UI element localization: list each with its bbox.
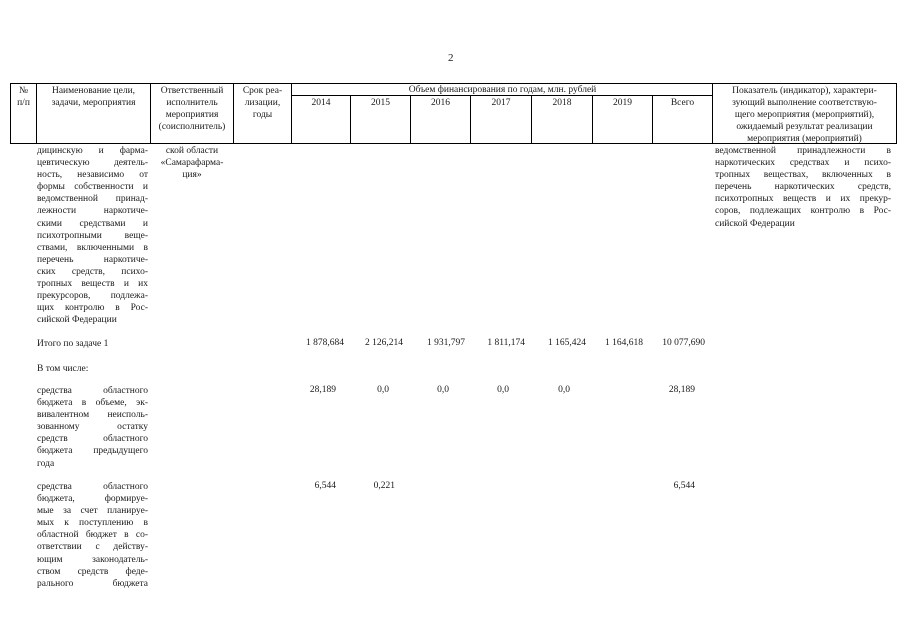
header-col-number: № п/п <box>17 86 30 109</box>
continued-indicator: ведомственной принадлежности в наркотических средствах и психо- тропных веществах, включенных в перечень наркотических средств, психотропных веществ и их прекур- соров, подлежащих контролю в Рос- сийской Федерации <box>715 146 891 229</box>
source-row-1-2018: 0,0 <box>558 385 570 395</box>
header-col-funding: Объем финансирования по годам, млн. рублей <box>408 85 597 95</box>
source-row-2-name: средства областного бюджета, формируе- мые за счет планируе- мых к поступлению в областной бюджет в со- ответствии с действу- ющим законодатель- ством средств феде- рального бюджета <box>37 482 148 589</box>
total-2017: 1 811,174 <box>487 338 525 348</box>
source-row-2-total: 6,544 <box>673 481 695 491</box>
source-row-1-total: 28,189 <box>668 385 695 395</box>
header-year-2014: 2014 <box>311 98 331 108</box>
source-row-2-2014: 6,544 <box>314 481 336 491</box>
header-year-2018: 2018 <box>552 98 572 108</box>
header-col-responsible: Ответственный исполнитель мероприятия (соисполнитель) <box>158 86 226 133</box>
header-col-term: Срок реа- лизации, годы <box>242 86 283 121</box>
source-row-1-2017: 0,0 <box>497 385 509 395</box>
header-year-2015: 2015 <box>371 98 390 108</box>
source-row-1-name: средства областного бюджета в объеме, эк- вивалентном неисполь- зованному остатку средств областного бюджета предыдущего года <box>37 386 148 469</box>
header-year-2016: 2016 <box>431 98 450 108</box>
source-row-1-2016: 0,0 <box>437 385 449 395</box>
continued-measure-name: дицинскую и фарма- цевтическую деятель- ность, независимо от формы собственности и ведомственной принад- лежности наркотиче- скими средствами и психотропными веще- ствами, включенными в перечень наркотиче- ских средств, психо- тропных веществ и их прекурсоров, подлежа- щих контролю в Рос- сийской Федерации <box>37 146 148 326</box>
page-number: 2 <box>448 52 454 64</box>
total-2015: 2 126,214 <box>365 338 403 348</box>
total-row-label: Итого по задаче 1 <box>37 339 109 349</box>
total-2018: 1 165,424 <box>548 338 586 348</box>
header-year-2017: 2017 <box>491 98 511 108</box>
header-col-name: Наименование цели, задачи, мероприятия <box>51 86 136 109</box>
total-all: 10 077,690 <box>662 338 705 348</box>
source-row-2-2015: 0,221 <box>373 481 395 491</box>
header-year-2019: 2019 <box>613 98 632 108</box>
total-2016: 1 931,797 <box>427 338 465 348</box>
including-label: В том числе: <box>37 364 89 374</box>
header-year-total: Всего <box>670 98 695 108</box>
source-row-1-2014: 28,189 <box>309 385 336 395</box>
total-2019: 1 164,618 <box>605 338 643 348</box>
source-row-1-2015: 0,0 <box>377 385 389 395</box>
total-2014: 1 878,684 <box>306 338 344 348</box>
continued-responsible: ской области «Самарафарма- ция» <box>160 146 224 181</box>
header-col-indicator: Показатель (индикатор), характери- зующий выполнение соответствую- щего мероприятия (мероприятий), ожидаемый результат реализации мероприятия (мероприятий) <box>732 86 877 145</box>
